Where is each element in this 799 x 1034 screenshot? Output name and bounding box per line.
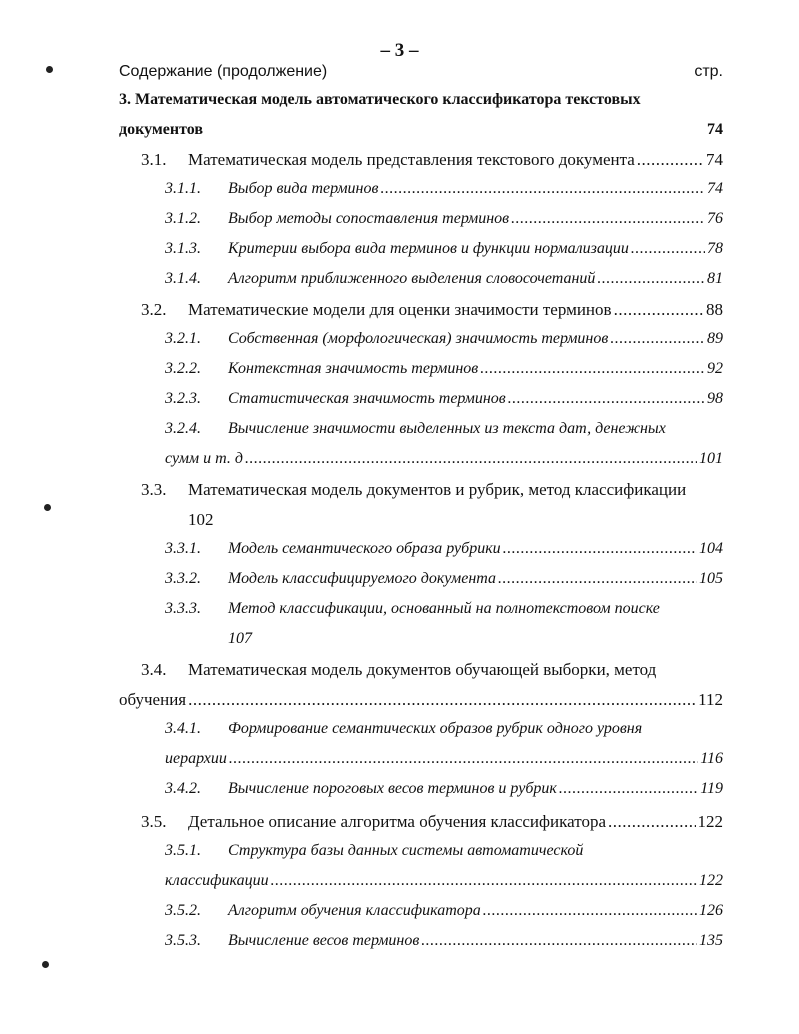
subsection-number: 3.2.1.: [165, 330, 201, 347]
margin-mark-bottom: [42, 961, 49, 968]
entry-title: Собственная (морфологическая) значимость терминов: [228, 330, 609, 347]
entry-title: Критерии выбора вида терминов и функции нормализации: [228, 240, 629, 257]
entry-page: 98: [707, 390, 723, 407]
entry-title: Математические модели для оценки значимости терминов: [188, 300, 612, 319]
leader-dots: [188, 690, 696, 710]
toc-entry-3-2-4[interactable]: [165, 450, 723, 468]
entry-title: Алгоритм приближенного выделения словосочетаний: [228, 270, 596, 287]
leader-dots: [631, 240, 705, 258]
leader-dots: [559, 780, 698, 798]
margin-mark-middle: [44, 504, 51, 511]
subsection-number: 3.3.1.: [165, 540, 201, 557]
leader-dots: [637, 150, 704, 170]
toc-entry-3-5-1-line1[interactable]: Структура базы данных системы автоматической: [228, 842, 584, 859]
entry-title: Выбор методы сопоставления терминов: [228, 210, 510, 227]
toc-entry-3-1[interactable]: [188, 150, 723, 170]
leader-dots: [610, 330, 705, 348]
toc-entry-3-4-1[interactable]: [165, 750, 723, 768]
entry-page: 89: [707, 330, 723, 347]
entry-title: сумм и т. д: [165, 450, 243, 467]
entry-title: Модель классифицируемого документа: [228, 570, 497, 587]
entry-page: 122: [697, 812, 723, 831]
section-number: 3.5.: [141, 812, 167, 831]
subsection-number: 3.4.2.: [165, 780, 201, 797]
entry-page: 135: [699, 932, 723, 949]
toc-entry-3-4-line1[interactable]: Математическая модель документов обучающей выборки, метод: [188, 660, 657, 679]
toc-entry-3-3-2[interactable]: [228, 570, 723, 588]
leader-dots: [597, 270, 705, 288]
leader-dots: [614, 300, 704, 320]
entry-title: Модель семантического образа рубрики: [228, 540, 501, 557]
toc-entry-3-3-3-line1[interactable]: Метод классификации, основанный на полнотекстовом поиске: [228, 600, 660, 617]
leader-dots: [608, 812, 695, 832]
leader-dots: [511, 210, 705, 228]
entry-title: Контекстная значимость терминов: [228, 360, 479, 377]
subsection-number: 3.1.4.: [165, 270, 201, 287]
chapter-title-line2[interactable]: документов: [119, 121, 203, 138]
toc-entry-3-3-1[interactable]: [228, 540, 723, 558]
entry-title: обучения: [119, 690, 187, 709]
subsection-number: 3.4.1.: [165, 720, 201, 737]
subsection-number: 3.1.3.: [165, 240, 201, 257]
entry-page: 101: [699, 450, 723, 467]
entry-page: 102: [188, 510, 214, 529]
section-number: 3.2.: [141, 300, 167, 319]
entry-title: Выбор вида терминов: [228, 180, 379, 197]
leader-dots: [380, 180, 705, 198]
subsection-number: 3.5.2.: [165, 902, 201, 919]
entry-page: 107: [228, 630, 252, 647]
toc-entry-3-1-2[interactable]: [228, 210, 723, 228]
leader-dots: [483, 902, 697, 920]
toc-entry-3-4-1-line1[interactable]: Формирование семантических образов рубрик одного уровня: [228, 720, 643, 737]
toc-entry-3-5[interactable]: [188, 812, 723, 832]
leader-dots: [498, 570, 697, 588]
subsection-number: 3.1.1.: [165, 180, 201, 197]
subsection-number: 3.5.1.: [165, 842, 201, 859]
toc-entry-3-2[interactable]: [188, 300, 723, 320]
toc-entry-3-5-3[interactable]: [228, 932, 723, 950]
page-column-label: стр.: [694, 63, 723, 80]
subsection-number: 3.3.3.: [165, 600, 201, 617]
chapter-title-line1[interactable]: 3. Математическая модель автоматического классификатора текстовых: [119, 91, 641, 108]
section-number: 3.4.: [141, 660, 167, 679]
leader-dots: [271, 872, 697, 890]
entry-page: 126: [699, 902, 723, 919]
subsection-number: 3.2.2.: [165, 360, 201, 377]
entry-title: Алгоритм обучения классификатора: [228, 902, 481, 919]
entry-page: 76: [707, 210, 723, 227]
margin-mark-top: [46, 66, 53, 73]
toc-entry-3-1-4[interactable]: [228, 270, 723, 288]
subsection-number: 3.5.3.: [165, 932, 201, 949]
entry-page: 78: [707, 240, 723, 257]
toc-entry-3-4-2[interactable]: [228, 780, 723, 798]
entry-page: 122: [699, 872, 723, 889]
toc-entry-3-1-1[interactable]: [228, 180, 723, 198]
page-number: – 3 –: [380, 40, 419, 61]
entry-title: иерархии: [165, 750, 227, 767]
chapter-page: 74: [707, 121, 723, 138]
toc-entry-3-5-1[interactable]: [165, 872, 723, 890]
toc-entry-3-3-line1[interactable]: Математическая модель документов и рубрик, метод классификации: [188, 480, 687, 499]
entry-page: 105: [699, 570, 723, 587]
entry-page: 104: [699, 540, 723, 557]
leader-dots: [503, 540, 697, 558]
leader-dots: [421, 932, 697, 950]
subsection-number: 3.2.3.: [165, 390, 201, 407]
subsection-number: 3.3.2.: [165, 570, 201, 587]
entry-title: классификации: [165, 872, 269, 889]
toc-entry-3-5-2[interactable]: [228, 902, 723, 920]
entry-title: Детальное описание алгоритма обучения классификатора: [188, 812, 607, 831]
toc-entry-3-4[interactable]: [119, 690, 723, 710]
entry-page: 81: [707, 270, 723, 287]
toc-heading: Содержание (продолжение): [119, 63, 328, 80]
entry-title: Математическая модель представления текстового документа: [188, 150, 635, 169]
entry-page: 74: [707, 180, 723, 197]
leader-dots: [480, 360, 705, 378]
subsection-number: 3.2.4.: [165, 420, 201, 437]
entry-title: Статистическая значимость терминов: [228, 390, 506, 407]
leader-dots: [508, 390, 705, 408]
toc-entry-3-2-4-line1[interactable]: Вычисление значимости выделенных из текста дат, денежных: [228, 420, 666, 437]
entry-page: 74: [706, 150, 723, 169]
entry-title: Вычисление весов терминов: [228, 932, 420, 949]
entry-page: 88: [706, 300, 723, 319]
entry-page: 112: [698, 690, 723, 709]
toc-entry-3-2-3[interactable]: [228, 390, 723, 408]
entry-page: 116: [700, 750, 723, 767]
leader-dots: [245, 450, 697, 468]
toc-entry-3-2-1[interactable]: [228, 330, 723, 348]
section-number: 3.1.: [141, 150, 167, 169]
leader-dots: [229, 750, 698, 768]
entry-page: 92: [707, 360, 723, 377]
entry-title: Вычисление пороговых весов терминов и рубрик: [228, 780, 557, 797]
section-number: 3.3.: [141, 480, 167, 499]
toc-entry-3-2-2[interactable]: [228, 360, 723, 378]
toc-entry-3-1-3[interactable]: [228, 240, 723, 258]
entry-page: 119: [700, 780, 723, 797]
subsection-number: 3.1.2.: [165, 210, 201, 227]
